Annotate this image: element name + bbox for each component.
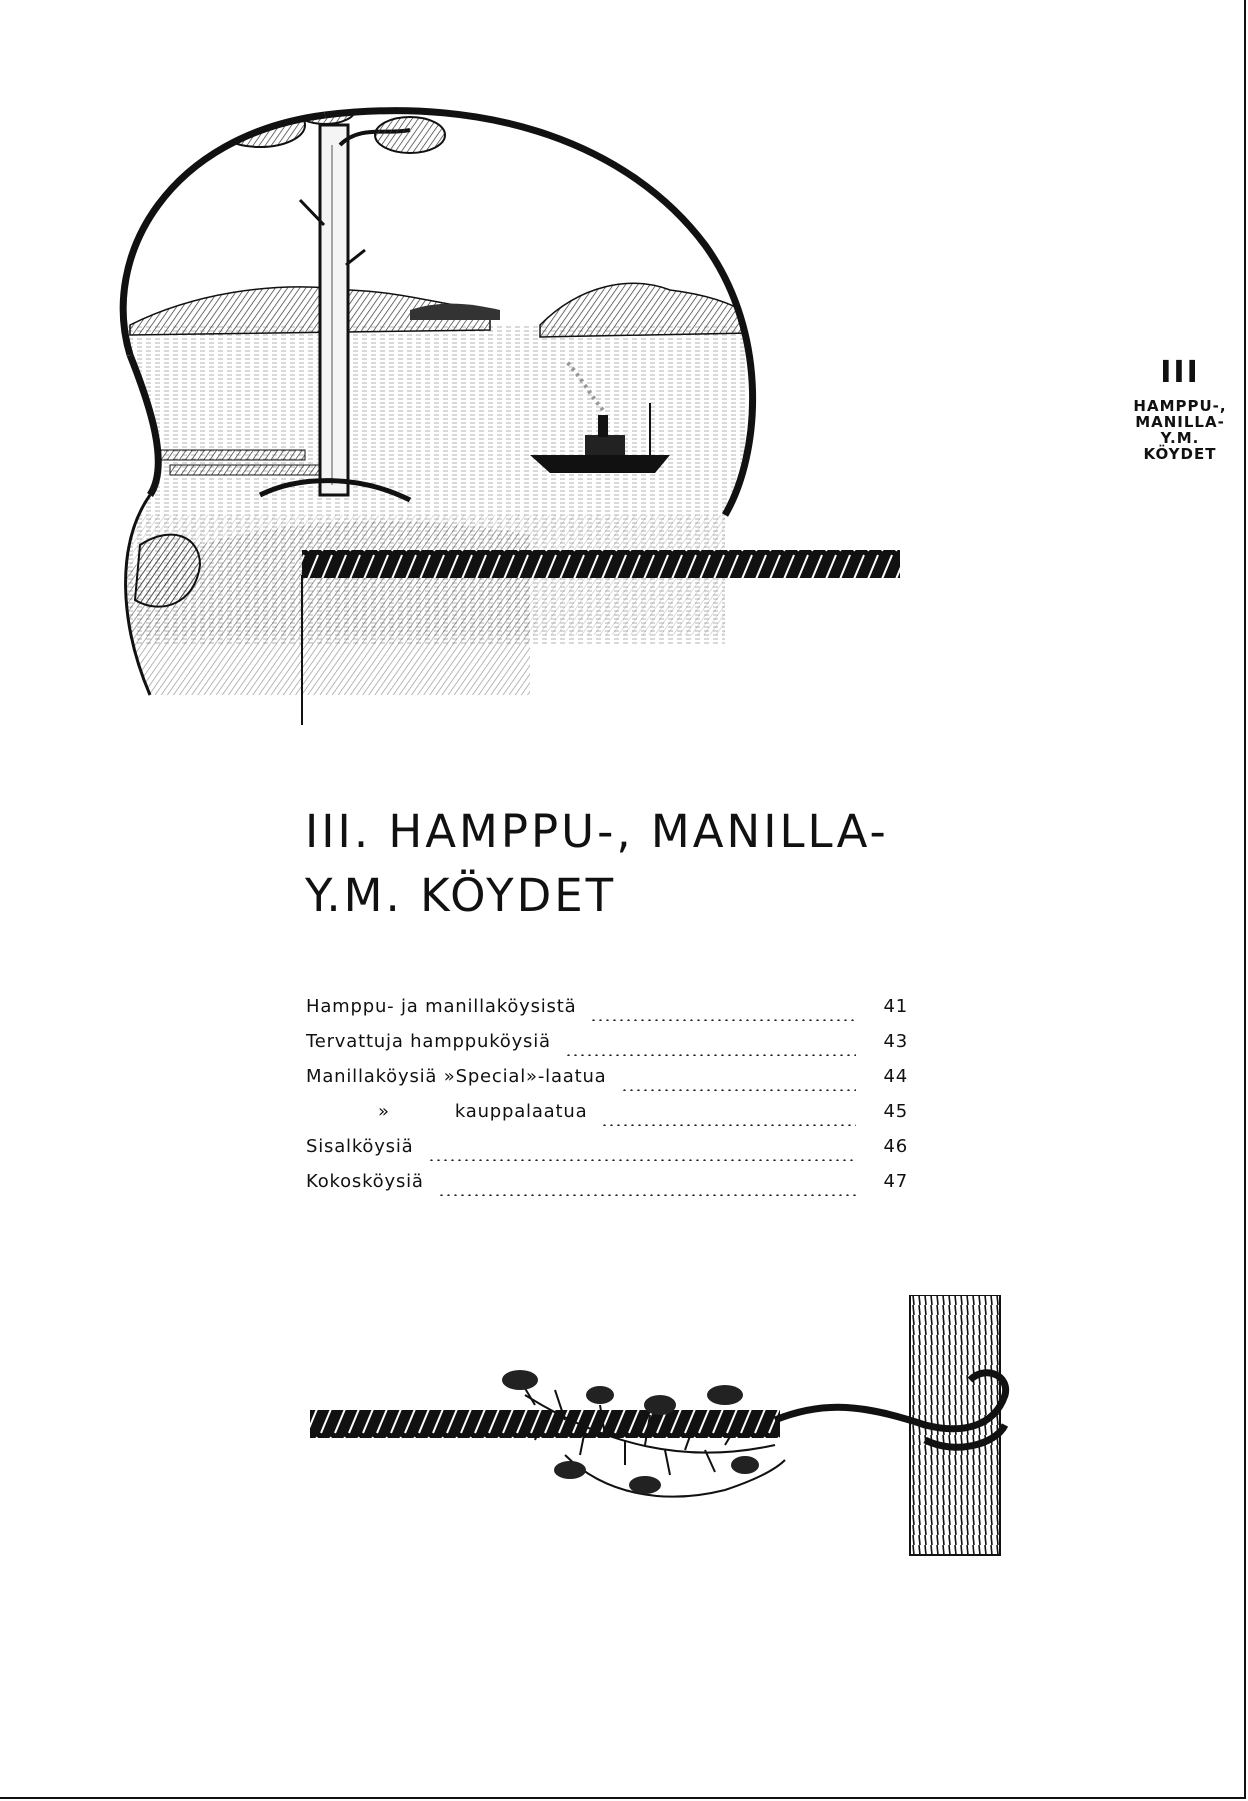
lake-landscape-illustration [110, 105, 910, 730]
chapter-title-line-2: Y.M. KÖYDET [305, 869, 617, 922]
chapter-tab-marker [1120, 355, 1240, 463]
toc-leader-dots [428, 1159, 857, 1161]
toc-leader-dots [590, 1019, 856, 1021]
toc-entry-label: Tervattuja hamppuköysiä [306, 1031, 551, 1052]
toc-entry[interactable] [306, 1066, 908, 1101]
toc-leader-dots [621, 1089, 856, 1091]
toc-leader-dots [438, 1194, 856, 1196]
hills-right [540, 283, 750, 337]
toc-entry-label [306, 1101, 587, 1122]
toc-entry-page: 43 [883, 1031, 908, 1052]
tab-line: MANILLA- [1135, 413, 1225, 431]
toc-entry-label: Hamppu- ja manillaköysistä [306, 996, 577, 1017]
ditto-mark: » [378, 1101, 390, 1122]
toc-entry[interactable] [306, 1031, 908, 1066]
toc-entry-page: 45 [883, 1101, 908, 1122]
pine-trunk [320, 125, 348, 495]
toc-entry-page: 44 [883, 1066, 908, 1087]
toc-entry[interactable] [306, 1171, 908, 1206]
chapter-title-line-1: III. HAMPPU-, MANILLA- [305, 805, 889, 858]
toc-leader-dots [601, 1124, 856, 1126]
toc-entry-label: Manillaköysiä »Special»-laatua [306, 1066, 607, 1087]
toc-leader-dots [565, 1054, 856, 1056]
rope-bar [302, 550, 900, 578]
table-of-contents [306, 996, 908, 1206]
toc-entry-label: Sisalköysiä [306, 1136, 414, 1157]
toc-entry[interactable] [306, 1101, 908, 1136]
rope-bar [310, 1410, 780, 1438]
toc-entry-label-text: kauppalaatua [454, 1101, 588, 1122]
toc-entry[interactable] [306, 1136, 908, 1171]
tab-numeral: III [1160, 355, 1200, 390]
toc-entry-page: 46 [883, 1136, 908, 1157]
chapter-title [305, 800, 925, 928]
rope-and-tree-illustration [305, 1295, 1030, 1575]
tab-line: Y.M. [1160, 429, 1200, 447]
tab-line: KÖYDET [1143, 445, 1217, 463]
toc-entry-label: Kokosköysiä [306, 1171, 424, 1192]
toc-entry-page: 41 [883, 996, 908, 1017]
toc-entry[interactable] [306, 996, 908, 1031]
toc-entry-page: 47 [883, 1171, 908, 1192]
tab-line: HAMPPU-, [1133, 397, 1227, 415]
